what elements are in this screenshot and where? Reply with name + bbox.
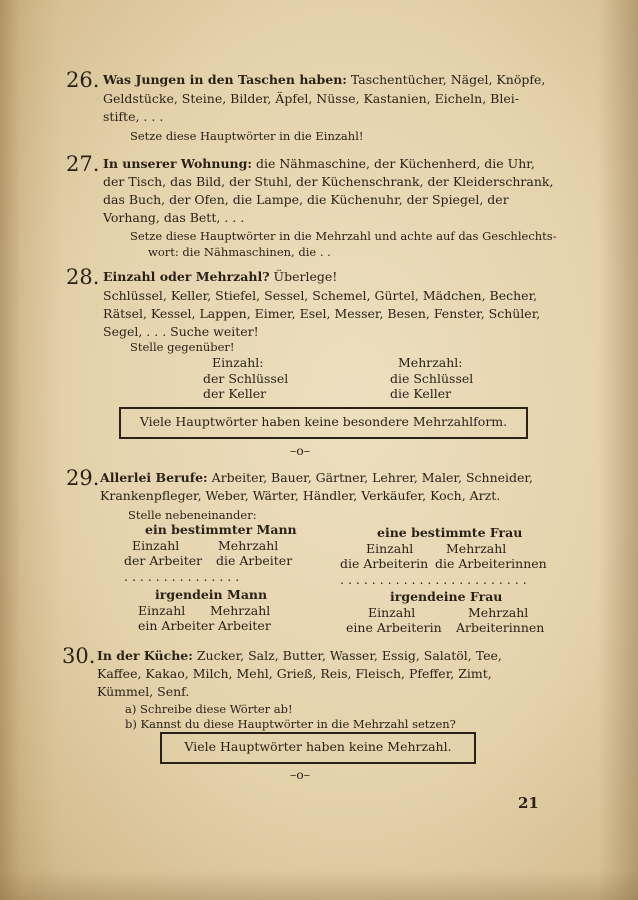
female-dots: . . . . . . . . . . . . . . . . . . . . . . . . (340, 572, 527, 587)
female-plural-example: die Arbeiterinnen (435, 556, 547, 571)
exercise-26-list-start: Taschentücher, Nägel, Knöpfe, (350, 72, 546, 87)
exercise-26-line-1 (103, 72, 545, 88)
exercise-26-line-2: Geldstücke, Steine, Bilder, Äpfel, Nüsse, Kastanien, Eicheln, Blei- (103, 91, 519, 106)
exercise-28-line-3: Rätsel, Kessel, Lappen, Eimer, Esel, Messer, Besen, Fenster, Schüler, (103, 306, 541, 321)
section-separator-1: –o– (289, 443, 311, 458)
exercise-30-number: 30. (62, 644, 96, 668)
female-singular-example: die Arbeiterin (340, 556, 429, 571)
singular-example-2: der Keller (203, 386, 267, 401)
male-indef-plural-example: Arbeiter (218, 618, 271, 633)
male-dots: . . . . . . . . . . . . . . . (124, 569, 240, 584)
exercise-27-heading: In unserer Wohnung: (103, 156, 252, 171)
exercise-28-line-4: Segel, . . . Suche weiter! (103, 324, 259, 339)
male-indef-singular-example: ein Arbeiter (138, 618, 215, 633)
rule-box-no-plural-form: Viele Hauptwörter haben keine besondere Mehrzahlform. (119, 407, 528, 439)
plural-heading: Mehrzahl: (398, 355, 463, 370)
exercise-30-task-b: b) Kannst du diese Hauptwörter in die Mehrzahl setzen? (125, 717, 456, 731)
female-definite-heading: eine bestimmte Frau (377, 525, 523, 540)
exercise-27-task-2: wort: die Nähmaschinen, die . . (148, 245, 331, 259)
singular-example-1: der Schlüssel (203, 371, 289, 386)
exercise-29-list-start: Arbeiter, Bauer, Gärtner, Lehrer, Maler, Schneider, (211, 470, 534, 485)
exercise-30-task-a: a) Schreibe diese Wörter ab! (125, 702, 293, 716)
male-plural-example: die Arbeiter (216, 553, 293, 568)
exercise-26-task: Setze diese Hauptwörter in die Einzahl! (130, 129, 364, 143)
rule-box-no-plural: Viele Hauptwörter haben keine Mehrzahl. (160, 732, 476, 764)
female-indef-singular-example: eine Arbeiterin (346, 620, 442, 635)
exercise-28-instruction: Überlege! (273, 269, 338, 284)
male-indef-plural-label: Mehrzahl (210, 603, 271, 618)
exercise-28-heading: Einzahl oder Mehrzahl? (103, 269, 270, 284)
female-indef-singular-label: Einzahl (368, 605, 416, 620)
exercise-28-line-2: Schlüssel, Keller, Stiefel, Sessel, Schemel, Gürtel, Mädchen, Becher, (103, 288, 538, 303)
male-plural-label: Mehrzahl (218, 538, 279, 553)
exercise-30-line-3: Kümmel, Senf. (97, 684, 190, 699)
male-singular-example: der Arbeiter (124, 553, 203, 568)
exercise-27-task-1: Setze diese Hauptwörter in die Mehrzahl und achte auf das Geschlechts- (130, 229, 557, 243)
page-edge-bottom (0, 870, 638, 900)
exercise-30-line-1 (97, 648, 502, 664)
female-plural-label: Mehrzahl (446, 541, 507, 556)
exercise-26-heading: Was Jungen in den Taschen haben: (103, 72, 347, 87)
plural-example-2: die Keller (390, 386, 452, 401)
female-singular-label: Einzahl (366, 541, 414, 556)
male-singular-label: Einzahl (132, 538, 180, 553)
female-indef-plural-label: Mehrzahl (468, 605, 529, 620)
exercise-29-heading: Allerlei Berufe: (100, 470, 208, 485)
page-stain-right (598, 0, 638, 900)
exercise-30-heading: In der Küche: (97, 648, 193, 663)
exercise-27-line-4: Vorhang, das Bett, . . . (103, 210, 245, 225)
exercise-29-task: Stelle nebeneinander: (128, 508, 257, 522)
female-indefinite-heading: irgendeine Frau (390, 589, 503, 604)
male-indef-singular-label: Einzahl (138, 603, 186, 618)
exercise-30-line-2: Kaffee, Kakao, Milch, Mehl, Grieß, Reis, Fleisch, Pfeffer, Zimt, (97, 666, 492, 681)
exercise-27-line-1 (103, 156, 535, 172)
page-number: 21 (518, 794, 539, 812)
exercise-28-line-1 (103, 269, 337, 285)
exercise-30-list-start: Zucker, Salz, Butter, Wasser, Essig, Salatöl, Tee, (196, 648, 502, 663)
exercise-29-line-2: Krankenpfleger, Weber, Wärter, Händler, Verkäufer, Koch, Arzt. (100, 488, 501, 503)
exercise-28-number: 28. (66, 265, 100, 289)
exercise-27-line-3: das Buch, der Ofen, die Lampe, die Küchenuhr, der Spiegel, der (103, 192, 509, 207)
exercise-29-line-1 (100, 470, 533, 486)
exercise-26-number: 26. (66, 68, 100, 92)
plural-example-1: die Schlüssel (390, 371, 474, 386)
exercise-26-line-3: stifte, . . . (103, 109, 164, 124)
singular-heading: Einzahl: (212, 355, 264, 370)
exercise-27-number: 27. (66, 152, 100, 176)
female-indef-plural-example: Arbeiterinnen (456, 620, 545, 635)
section-separator-2: –o– (289, 767, 311, 782)
male-definite-heading: ein bestimmter Mann (145, 522, 297, 537)
exercise-27-list-start: die Nähmaschine, der Küchenherd, die Uhr, (255, 156, 535, 171)
exercise-27-line-2: der Tisch, das Bild, der Stuhl, der Küchenschrank, der Kleiderschrank, (103, 174, 554, 189)
exercise-29-number: 29. (66, 466, 100, 490)
male-indefinite-heading: irgendein Mann (155, 587, 268, 602)
page-stain-left (0, 0, 60, 900)
exercise-28-task: Stelle gegenüber! (130, 340, 235, 354)
